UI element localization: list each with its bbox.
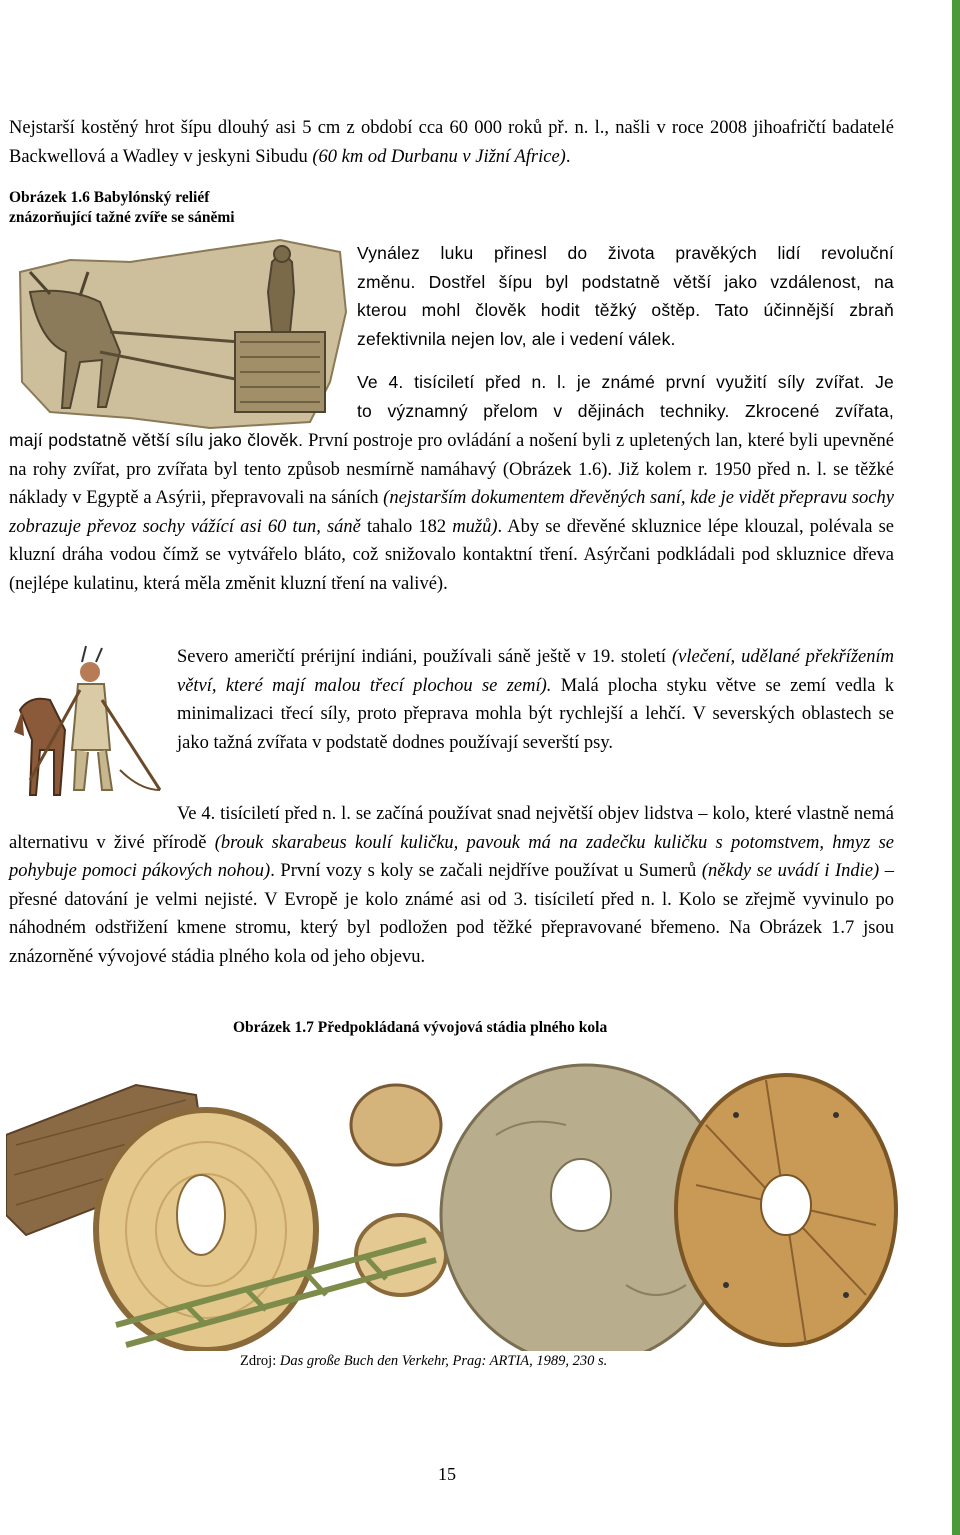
paragraph-indians: Severo američtí prérijní indiáni, používali sáně ještě v 19. století (vlečení, udělané překřížením větví, které mají malou třecí plochou se zemí). Malá plocha styku větve se zemí vedla k minimalizaci třecí síly, proto přeprava mohla být rychlejší a lehčí. V severských oblastech se jako tažná zvířata v podstatě dodnes používají severští psy. <box>177 647 894 753</box>
indian-illustration <box>10 640 168 805</box>
indian-with-horse-image <box>10 640 168 805</box>
animals-line-2: to významný přelom v dějinách techniky. Zkrocené zvířata, <box>357 400 894 421</box>
bow-line-4: zefektivnila nejen lov, ale i vedení válek. <box>357 328 676 349</box>
page-number: 15 <box>438 1464 456 1484</box>
caption-line-2: znázorňující tažné zvíře se sáněmi <box>9 209 235 226</box>
babylonian-relief-image <box>10 232 350 432</box>
animals-line-1: Ve 4. tisíciletí před n. l. je známé první využití síly zvířat. Je <box>357 372 894 392</box>
figure-1-6-caption <box>9 188 309 228</box>
relief-illustration <box>10 232 350 432</box>
wheel-illustration <box>6 1055 898 1351</box>
bow-line-1: Vynález luku přinesl do života pravěkých lidí revoluční <box>357 243 894 263</box>
paragraph-wheel: Ve 4. tisíciletí před n. l. se začíná používat snad největší objev lidstva – kolo, které vlastně nemá alternativu v živé přírodě (brouk skarabeus koulí kuličku, pavouk má na zadečku kuličku s potomstvem, hmyz se pohybuje pomoci pákových nohou). První vozy s koly se začali nejdříve používat u Sumerů (někdy se uvádí i Indie) – přesné datování je velmi nejisté. V Evropě je kolo známé asi od 3. tisíciletí před n. l. Kolo se zřejmě vyvinulo po náhodném odstřižení kmene stromu, který byl podložen pod těžké přepravované břemeno. Na Obrázek 1.7 jsou znázorněné vývojové stádia plného kola od jeho objevu. <box>9 804 895 967</box>
paragraph-animals-body: mají podstatně větší sílu jako člověk. První postroje pro ovládání a nošení byli z upletených lan, které byli upevněné na rohy zvířat, pro zvířata byl tento způsob nesmírně namáhavý (Obrázek 1.6). Již kolem r. 1950 před n. l. se těžké náklady v Egyptě a Asýrii, přepravovali na sáních (nejstarším dokumentem dřevěných saní, kde je vidět přepravu sochy zobrazuje převoz sochy vážící asi 60 tun, sáně tahalo 182 mužů). Aby se dřevěné skluznice lépe klouzal, polévala se kluzní dráha vodou čímž se vytvářelo bláto, což snižovalo kontaktní tření. Asýrčani podkládali pod skluznice dřeva (nejlépe kulatinu, která měla změnit kluzní tření na valivé). <box>9 430 894 594</box>
page-edge-bar <box>952 0 960 1535</box>
paragraph-arrowhead: Nejstarší kostěný hrot šípu dlouhý asi 5 cm z období cca 60 000 roků př. n. l., našli v roce 2008 jihoafričtí badatelé Backwellová a Wadley v jeskyni Sibudu (60 km od Durbanu v Jižní Africe). <box>9 118 894 167</box>
paragraph-animals-top <box>357 368 894 425</box>
paragraph-bow <box>357 239 894 353</box>
caption-line-1: Obrázek 1.6 Babylónský reliéf <box>9 189 210 206</box>
bow-line-2: změnu. Dostřel šípu byl podstatně větší jako vzdálenost, na <box>357 271 894 292</box>
wheel-stages-image <box>6 1055 898 1351</box>
figure-source: Zdroj: Das große Buch den Verkehr, Prag: ARTIA, 1989, 230 s. <box>240 1353 608 1369</box>
bow-line-3: kterou mohl člověk hodit těžký oštěp. Tato účinnější zbraň <box>357 300 894 320</box>
figure-1-7-caption: Obrázek 1.7 Předpokládaná vývojová stádia plného kola <box>233 1019 608 1036</box>
